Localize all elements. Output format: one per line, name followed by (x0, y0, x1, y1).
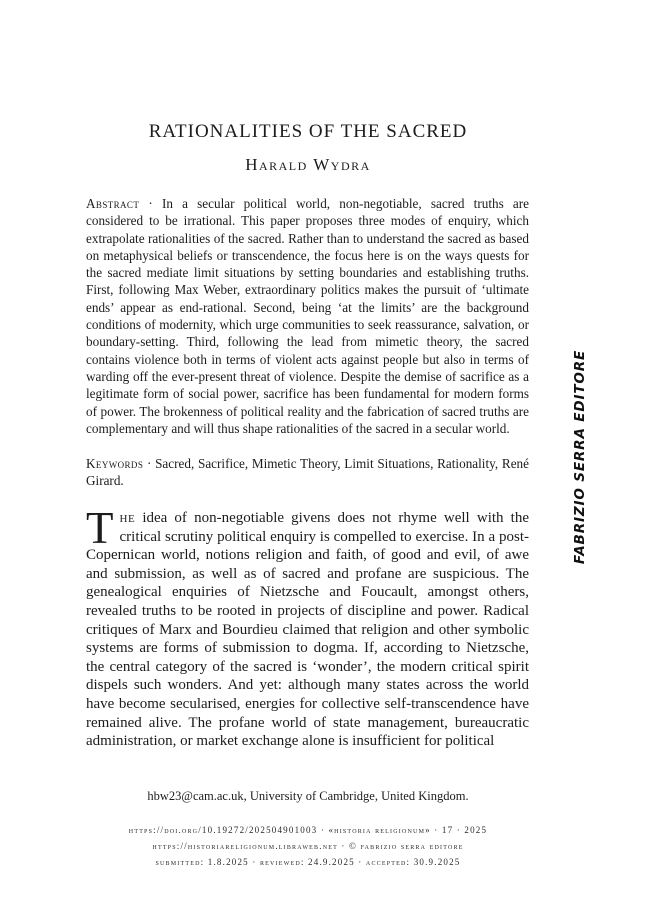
abstract-label: Abstract (86, 196, 140, 211)
copyright-publisher: FABRIZIO SERRA EDITORE (572, 349, 588, 565)
keywords-separator: · (143, 456, 156, 471)
copyright-sidebar (565, 222, 595, 692)
author-affiliation-footnote: hbw23@cam.ac.uk, University of Cambridge, United Kingdom. (147, 789, 469, 803)
body-text: idea of non-negotiable givens does not rhyme well with the critical scrutiny political enquiry is compelled to exercise. In a post-Copernican world, notions religion and faith, of good and evil, of awe and submission, as well as of sacred and profane are suspicious. The genealogical enquiries of Nietzsche and Foucault, amongst others, revealed truths to be rooted in projects of discipline and power. Radical critiques of Marx and Bourdieu claimed that religion and other symbolic systems are forms of submission to dogma. If, according to Nietzsche, the central category of the sacred is ‘wonder’, the modern critical spirit dispels such wonders. And yet: although many states across the world have become secularised, energies for collective self-transcendence have remained alive. The profane world of state management, bureaucratic administration, or market exchange alone is insufficient for political (86, 510, 529, 750)
footer-doi-line: https://doi.org/10.19272/202504901003 · «historia religionum» · 17 · 2025 (128, 825, 488, 835)
keywords-text: Sacred, Sacrifice, Mimetic Theory, Limit Situations, Rationality, René Girard. (86, 456, 529, 489)
body-smallcaps: he (119, 510, 136, 526)
abstract (86, 195, 529, 437)
abstract-text: In a secular political world, non-negotiable, sacred truths are considered to be irrational. This paper proposes three modes of enquiry, which extrapolate rationalities of the sacred. Rather than to understand the sacred as based on metaphysical beliefs or transcendence, the focus here is on the ways quests for the sacred mediate limit situations by setting boundaries and establishing truths. First, following Max Weber, extraordinary politics makes the pursuit of ‘ultimate ends’ appear as end-rational. Second, being ‘at the limits’ are the background conditions of modernity, which urge communities to seek reassurance, salvation, or boundary-setting. Third, following the lead from mimetic theory, the sacred contains violence both in terms of violent acts against people but also in terms of warding off the ever-present threat of violence. Despite the demise of sacrifice as a legitimate form of social power, sacrifice has been fundamental for modern forms of power. The brokenness of political reality and the fabrication of sacred truths are complementary and will thus shape rationalities of the sacred in a secular world. (86, 196, 529, 436)
keywords-label: Keywords (86, 456, 144, 471)
author-name: Harald Wydra (245, 155, 371, 174)
footer-dates-line: submitted: 1.8.2025 · reviewed: 24.9.2025 · accepted: 30.9.2025 (155, 857, 461, 867)
abstract-separator: · (139, 196, 162, 211)
article-title: RATIONALITIES OF THE SACRED (148, 121, 468, 142)
keywords (86, 455, 529, 490)
drop-cap: T (86, 503, 114, 553)
body-paragraph (86, 503, 529, 751)
copyright-text (572, 350, 588, 564)
footer-website-line: https://historiareligionum.libraweb.net · © fabrizio serra editore (152, 841, 464, 851)
